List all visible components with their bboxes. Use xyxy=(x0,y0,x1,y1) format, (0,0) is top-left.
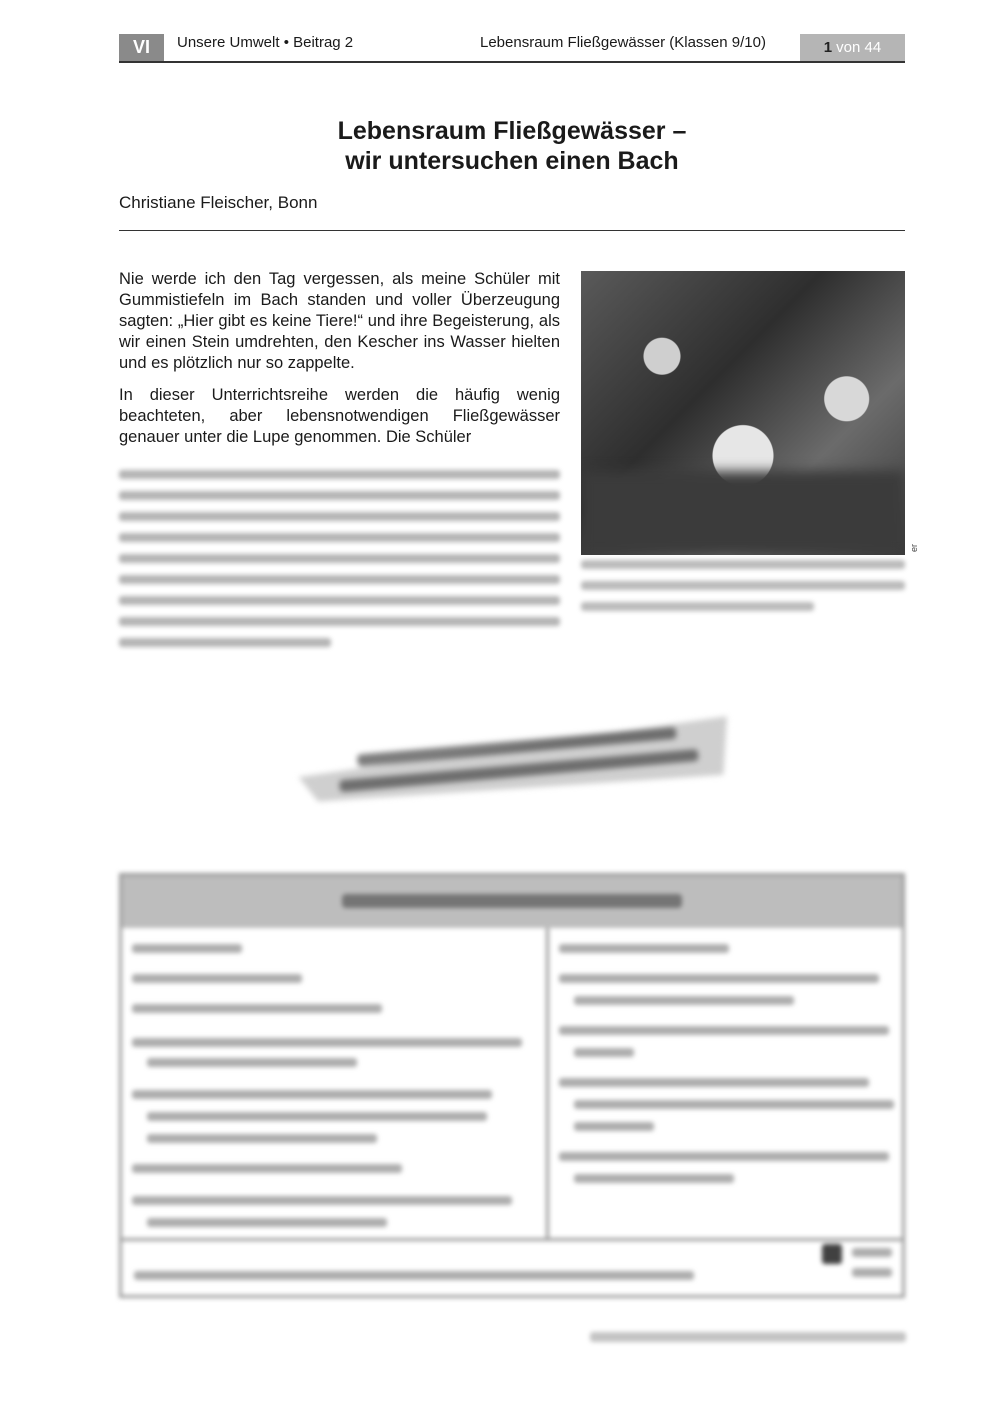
overview-box-blurred xyxy=(119,873,905,1298)
title-rule xyxy=(119,230,905,231)
photo-caption-blurred xyxy=(581,560,905,610)
intro-text xyxy=(119,269,560,459)
title-line-2: wir untersuchen einen Bach xyxy=(345,147,679,175)
overview-box-divider xyxy=(546,928,549,1238)
topic-label: Lebensraum Fließgewässer (Klassen 9/10) xyxy=(480,34,766,51)
page-indicator xyxy=(800,34,905,61)
photo-blurred-region xyxy=(581,471,905,555)
stream-photo xyxy=(581,271,905,555)
intro-paragraph-2: In dieser Unterrichtsreihe werden die häufig wenig beachteten, aber lebensnotwendigen Fließgewässer genauer unter die Lupe genommen. Die Schüler xyxy=(119,386,560,446)
page-current: 1 xyxy=(823,39,833,56)
title-line-1: Lebensraum Fließgewässer – xyxy=(337,117,687,145)
section-tag: VI xyxy=(119,34,164,61)
photo-credit: er xyxy=(909,543,919,552)
article-title xyxy=(119,116,905,176)
overview-box-footer-rule xyxy=(122,1238,902,1241)
tip-banner-blurred xyxy=(295,694,734,826)
blurred-text xyxy=(119,470,560,635)
author: Christiane Fleischer, Bonn xyxy=(119,193,318,212)
page-total: von 44 xyxy=(836,39,882,56)
intro-paragraph-1: Nie werde ich den Tag vergessen, als meine Schüler mit Gummistiefeln im Bach standen und voller Überzeugung sagten: „Hier gibt es keine Tiere!“ und ihre Begeisterung, als wir einen Stein umdrehten, den Kescher ins Wasser hielten und es plötzlich nur so zappelte. xyxy=(119,270,560,372)
header-rule xyxy=(119,61,905,63)
series-label: Unsere Umwelt • Beitrag 2 xyxy=(177,34,354,51)
footer-blurred xyxy=(590,1332,906,1342)
